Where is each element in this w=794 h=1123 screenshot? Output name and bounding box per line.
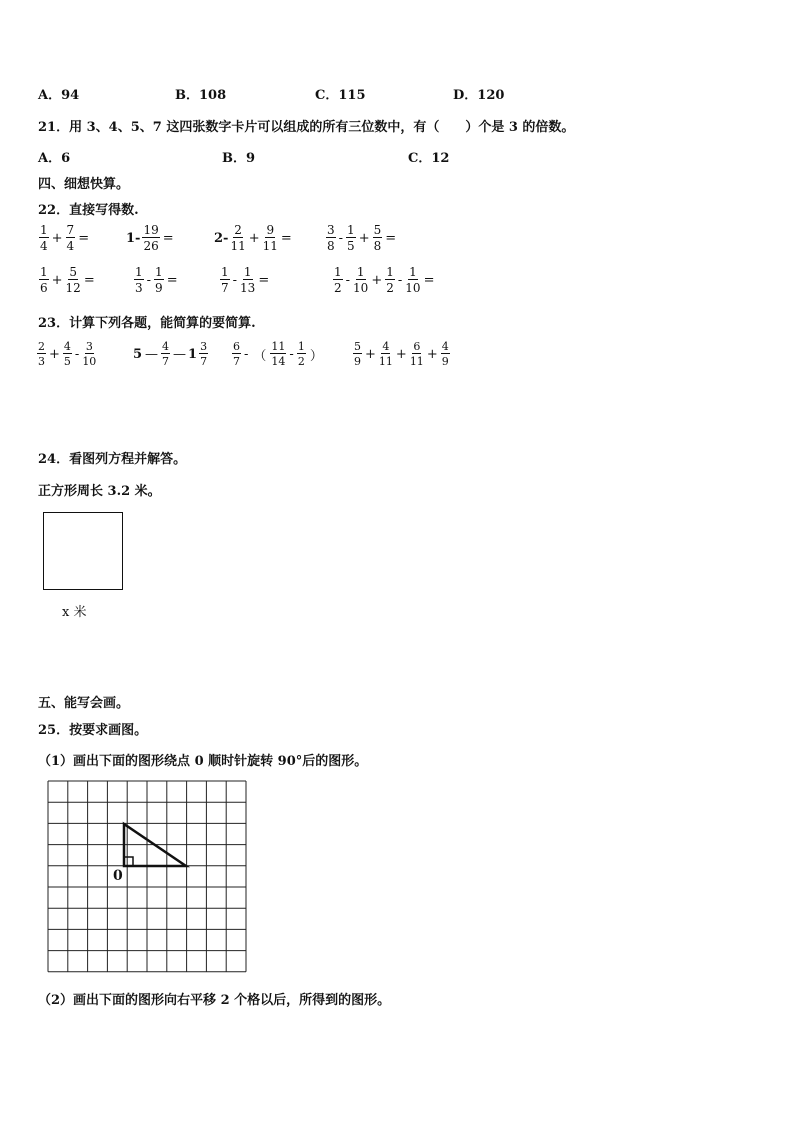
q21-option-a: A．6 xyxy=(38,151,71,166)
side-length-label: x 米 xyxy=(62,605,87,620)
q22-r2-expr-2: $\frac{1}{3}$ - $\frac{1}{9}$ = xyxy=(135,265,178,295)
q22-r2-expr-4: $\frac{1}{2}$ - $\frac{1}{10}$ + $\frac{1}{2}$ - $\frac{1}{10}$ = xyxy=(334,265,435,295)
q22-title: 22．直接写得数. xyxy=(38,203,139,218)
q25-part-1: （1）画出下面的图形绕点 0 顺时针旋转 90°后的图形。 xyxy=(38,754,368,769)
section-5-heading: 五、能写会画。 xyxy=(38,696,130,711)
q23-expr-4: $\frac{5}{9}$ + $\frac{4}{11}$ + $\frac{6}{11}$ + $\frac{4}{9}$ xyxy=(354,340,449,368)
q23-expr-2: 5 — $\frac{4}{7}$ — 1 $\frac{3}{7}$ xyxy=(133,340,208,368)
q20-option-a: A．94 xyxy=(38,88,80,103)
grid-diagram xyxy=(40,776,255,976)
q23-expr-3: $\frac{6}{7}$ - （ $\frac{11}{14}$ - $\frac{1}{2}$ ） xyxy=(233,340,323,368)
q22-r2-expr-3: $\frac{1}{7}$ - $\frac{1}{13}$ = xyxy=(221,265,270,295)
q20-option-c: C．115 xyxy=(315,88,366,103)
q24-description: 正方形周长 3.2 米。 xyxy=(38,484,161,499)
q21-question: 21．用 3、4、5、7 这四张数字卡片可以组成的所有三位数中，有（ ）个是 3 的倍数。 xyxy=(38,120,575,135)
q21-option-b: B．9 xyxy=(222,151,256,166)
right-angle-marker xyxy=(124,857,133,866)
q22-r1-expr-2: 1- $\frac{19}{26}$ = xyxy=(126,223,174,253)
q20-option-b: B．108 xyxy=(175,88,227,103)
q25-title: 25．按要求画图。 xyxy=(38,723,148,738)
q25-part-2: （2）画出下面的图形向右平移 2 个格以后，所得到的图形。 xyxy=(38,993,391,1008)
q22-r1-expr-3: 2- $\frac{2}{11}$ + $\frac{9}{11}$ = xyxy=(214,223,292,253)
q22-r1-expr-4: $\frac{3}{8}$ - $\frac{1}{5}$ + $\frac{5}{8}$ = xyxy=(327,223,397,253)
q24-title: 24．看图列方程并解答。 xyxy=(38,452,187,467)
origin-label: 0 xyxy=(113,868,123,884)
square-figure xyxy=(43,512,123,590)
q23-expr-1: $\frac{2}{3}$ + $\frac{4}{5}$ - $\frac{3}{10}$ xyxy=(38,340,97,368)
q20-option-d: D．120 xyxy=(453,88,505,103)
q22-r1-expr-1: $\frac{1}{4}$ + $\frac{7}{4}$ = xyxy=(40,223,90,253)
q21-option-c: C．12 xyxy=(408,151,450,166)
q22-r2-expr-1: $\frac{1}{6}$ + $\frac{5}{12}$ = xyxy=(40,265,95,295)
grid-lines xyxy=(48,781,246,972)
section-4-heading: 四、细想快算。 xyxy=(38,177,130,192)
q23-title: 23．计算下列各题，能简算的要简算. xyxy=(38,316,256,331)
